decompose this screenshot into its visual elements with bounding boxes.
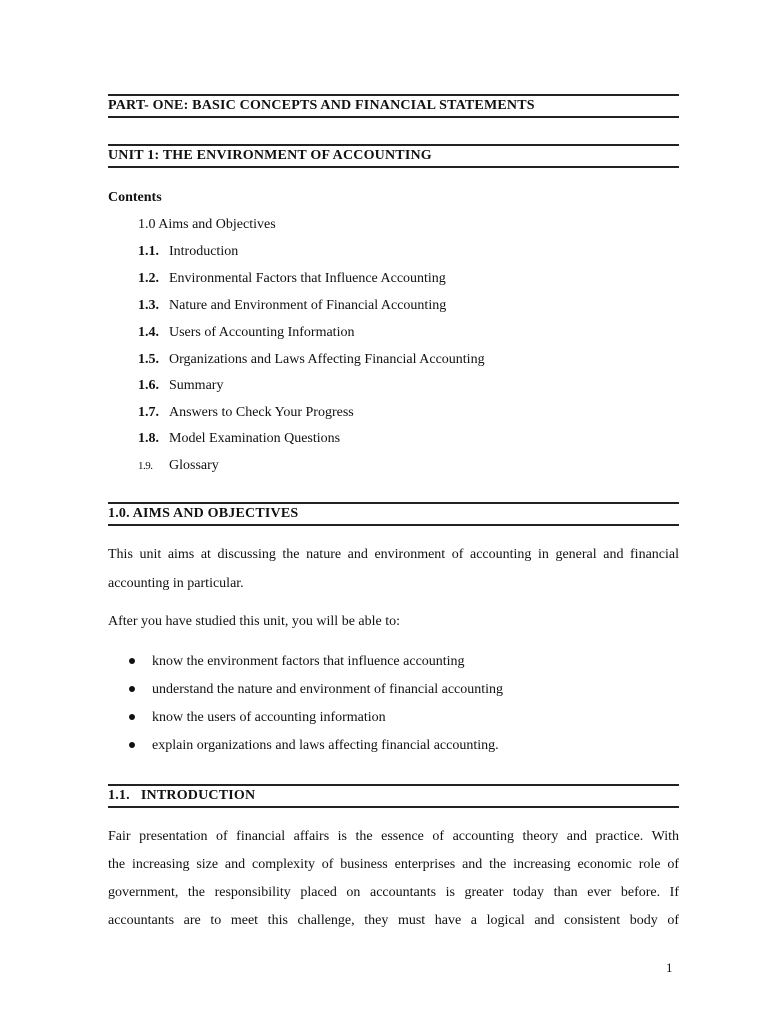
toc-item-number: 1.5. [138,352,159,367]
toc-item-label: Model Examination Questions [169,431,341,446]
toc-item [138,298,446,314]
aims-paragraph-line: This unit aims at discussing the nature and environment of accounting in general and financial [108,547,679,562]
contents-title: Contents [108,190,162,205]
toc-item-number: 1.6. [138,378,159,393]
objective-text: know the users of accounting information [152,710,386,725]
toc-item-number: 1.8. [138,431,159,446]
unit-heading-box [108,144,679,168]
part-heading-box [108,94,679,118]
toc-item-number: 1.1. [138,244,159,259]
introduction-line: accountants are to meet this challenge, they must have a logical and consistent body of [108,913,679,928]
toc-item [138,271,446,287]
objective-text: know the environment factors that influence accounting [152,654,465,669]
toc-item [138,378,223,394]
toc-item-number: 1.3. [138,298,159,313]
toc-item [138,458,219,474]
toc-item [138,325,354,341]
toc-item-number: 1.0 [138,217,156,232]
objective-bullet [129,654,465,670]
toc-item-label: Introduction [169,244,239,259]
introduction-line: government, the responsibility placed on accountants is greater today than ever before. If [108,885,679,900]
bullet-icon [129,714,135,720]
page-number: 1 [666,960,673,975]
unit-heading: UNIT 1: THE ENVIRONMENT OF ACCOUNTING [108,148,432,163]
objective-text: understand the nature and environment of financial accounting [152,682,504,697]
toc-item-label: Aims and Objectives [158,217,276,232]
introduction-line: the increasing size and complexity of business enterprises and the increasing economic role of [108,857,679,872]
toc-item-number: 1.7. [138,405,159,420]
bullet-icon [129,686,135,692]
toc-item-number: 1.9. [138,460,153,472]
toc-item [138,217,276,233]
bullet-icon [129,742,135,748]
introduction-heading: 1.1. INTRODUCTION [108,788,256,803]
toc-item-number: 1.4. [138,325,159,340]
introduction-heading-box [108,784,679,808]
introduction-line: Fair presentation of financial affairs is the essence of accounting theory and practice. With [108,829,679,844]
toc-item-number: 1.2. [138,271,159,286]
toc-item-label: Summary [169,378,224,393]
toc-item-label: Environmental Factors that Influence Accounting [169,271,446,286]
objective-bullet [129,738,499,754]
toc-item-label: Organizations and Laws Affecting Financial Accounting [169,352,485,367]
toc-item [138,352,485,368]
aims-heading: 1.0. AIMS AND OBJECTIVES [108,506,299,521]
toc-item-label: Answers to Check Your Progress [169,405,354,420]
toc-item [138,405,354,421]
objective-bullet [129,710,386,726]
part-heading: PART- ONE: BASIC CONCEPTS AND FINANCIAL STATEMENTS [108,98,535,113]
toc-item-label: Nature and Environment of Financial Accounting [169,298,447,313]
bullet-icon [129,658,135,664]
toc-item-label: Glossary [169,458,219,473]
aims-heading-box [108,502,679,526]
aims-paragraph-line: accounting in particular. [108,576,244,591]
objective-bullet [129,682,503,698]
toc-item [138,244,238,260]
toc-item [138,431,340,447]
toc-item-label: Users of Accounting Information [169,325,355,340]
objective-text: explain organizations and laws affecting financial accounting. [152,738,499,753]
aims-intro-sentence: After you have studied this unit, you will be able to: [108,614,401,629]
